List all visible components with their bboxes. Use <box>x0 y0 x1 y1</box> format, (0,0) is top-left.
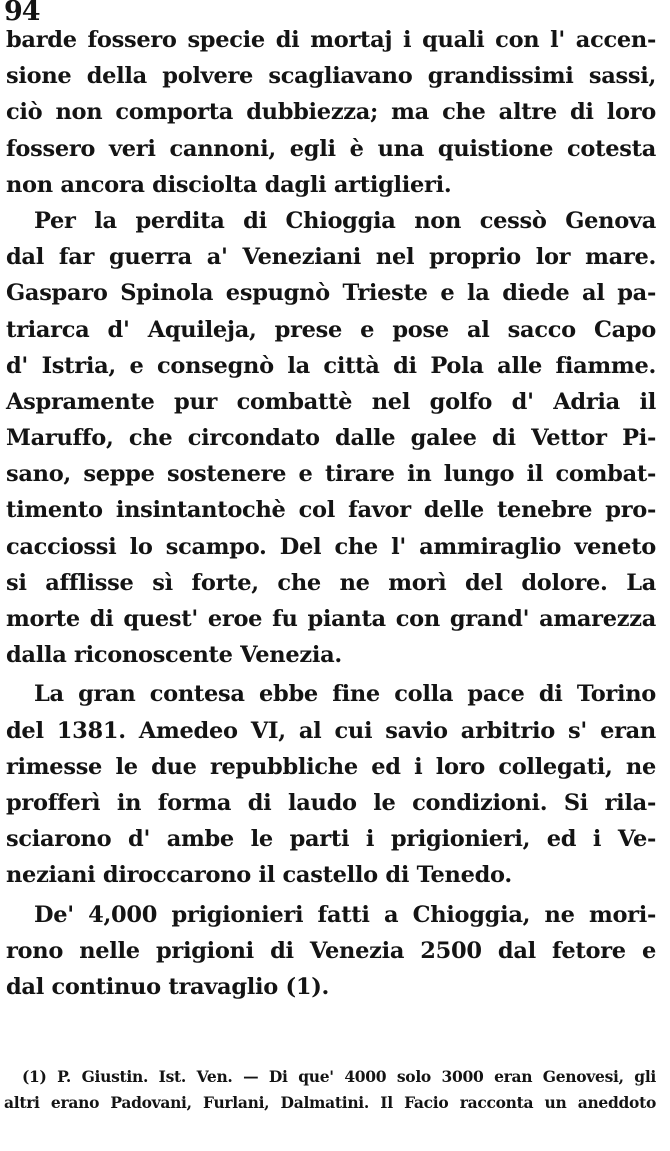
text-line: De' 4,000 prigionieri fatti a Chioggia, ne mori- <box>34 901 656 928</box>
body-text <box>6 22 656 1005</box>
text-line: sione della polvere scagliavano grandissimi sassi, <box>6 63 656 90</box>
text-line: barde fossero specie di mortaj i quali con l' accen- <box>6 27 656 53</box>
text-line: rimesse le due repubbliche ed i loro collegati, ne <box>6 753 656 780</box>
text-line: fossero veri cannoni, egli è una quistione cotesta <box>6 135 656 162</box>
text-line: sciarono d' ambe le parti i prigionieri, ed i Ve- <box>6 826 656 853</box>
text-line: Maruffo, che circondato dalle galee di Vettor Pi- <box>6 425 656 452</box>
text-line: Gasparo Spinola espugnò Trieste e la diede al pa- <box>6 280 656 307</box>
footnote <box>4 1064 656 1116</box>
text-line: sano, seppe sostenere e tirare in lungo il combat- <box>6 461 656 488</box>
text-line: triarca d' Aquileja, prese e pose al sacco Capo <box>6 316 656 343</box>
footnote-line: (1) P. Giustin. Ist. Ven. — Di que' 4000 solo 3000 eran Genovesi, gli <box>22 1067 656 1086</box>
text-line: timento insintantochè col favor delle tenebre pro- <box>6 497 656 524</box>
text-line: Aspramente pur combattè nel golfo d' Adria il <box>6 388 656 415</box>
text-line: Per la perdita di Chioggia non cessò Genova <box>34 207 656 234</box>
text-line: non ancora disciolta dagli artiglieri. <box>6 171 452 198</box>
text-line: neziani diroccarono il castello di Tenedo. <box>6 862 512 889</box>
text-line: d' Istria, e consegnò la città di Pola alle fiamme. <box>6 352 656 379</box>
text-line: dal far guerra a' Veneziani nel proprio lor mare. <box>6 244 656 271</box>
text-line: cacciossi lo scampo. Del che l' ammiraglio veneto <box>6 533 656 560</box>
text-line: dal continuo travaglio (1). <box>6 973 330 1000</box>
text-line: del 1381. Amedeo VI, al cui savio arbitrio s' eran <box>6 717 656 744</box>
footnote-line: altri erano Padovani, Furlani, Dalmatini. Il Facio racconta un aneddoto <box>4 1093 656 1112</box>
text-line: ciò non comporta dubbiezza; ma che altre di loro <box>6 99 656 126</box>
page-number: 94 <box>4 0 40 27</box>
text-line: profferì in forma di laudo le condizioni. Si rila- <box>6 789 656 816</box>
text-line: La gran contesa ebbe fine colla pace di Torino <box>34 681 656 708</box>
text-line: morte di quest' eroe fu pianta con grand' amarezza <box>6 606 656 632</box>
text-line: si afflisse sì forte, che ne morì del dolore. La <box>6 569 656 596</box>
text-line: rono nelle prigioni di Venezia 2500 dal fetore e <box>6 937 656 964</box>
text-line: dalla riconoscente Venezia. <box>6 642 342 669</box>
